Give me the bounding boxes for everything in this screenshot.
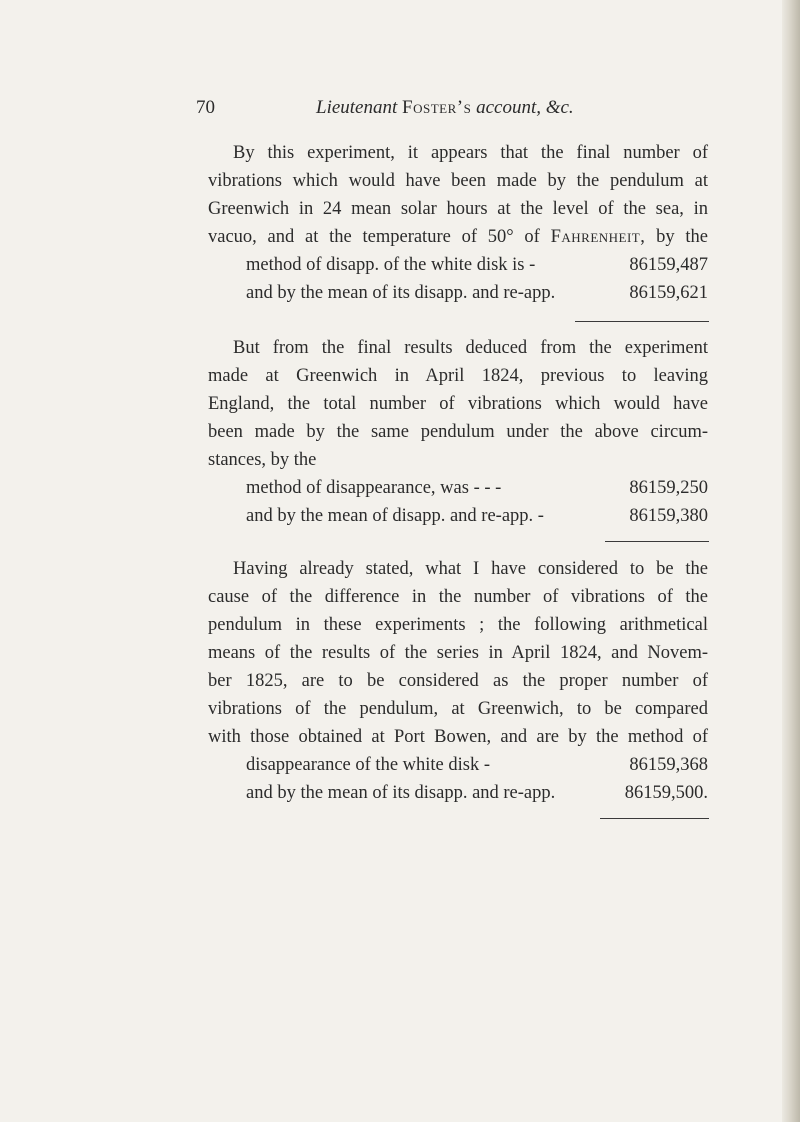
paragraph-3-line-4: means of the results of the series in April 1824, and Novem- xyxy=(208,643,708,663)
paragraph-3-line-1: Having already stated, what I have considered to be the xyxy=(233,559,708,579)
result-row xyxy=(246,779,708,807)
paragraph-1-line-2: vibrations which would have been made by the pendulum at xyxy=(208,171,708,191)
result-label: method of disapp. of the white disk is - xyxy=(246,255,536,275)
running-head-name: Foster’s xyxy=(402,97,472,118)
result-label: disappearance of the white disk - xyxy=(246,755,491,775)
result-row xyxy=(246,751,708,779)
result-label: method of disappearance, was - - - xyxy=(246,478,502,498)
result-row xyxy=(246,251,708,279)
paragraph-2-line-1: But from the final results deduced from the experiment xyxy=(233,338,708,358)
result-value: 86159,380 xyxy=(629,506,708,526)
result-label: and by the mean of disapp. and re-app. - xyxy=(246,506,544,526)
running-head-rank: Lieutenant xyxy=(316,97,398,118)
total-rule xyxy=(600,818,709,819)
paragraph-2-line-2: made at Greenwich in April 1824, previous to leaving xyxy=(208,366,708,386)
paragraph-2-line-5: stances, by the xyxy=(208,450,317,470)
result-value: 86159,500. xyxy=(624,783,708,803)
page-header xyxy=(196,97,716,123)
result-row xyxy=(246,502,708,530)
paragraph-3-line-7: with those obtained at Port Bowen, and are by the method of xyxy=(208,727,708,747)
result-value: 86159,368 xyxy=(629,755,708,775)
total-rule xyxy=(575,321,709,322)
page-edge-shadow xyxy=(782,0,800,1122)
paragraph-2-line-3: England, the total number of vibrations which would have xyxy=(208,394,708,414)
paragraph-3-line-6: vibrations of the pendulum, at Greenwich, to be compared xyxy=(208,699,708,719)
running-head xyxy=(316,97,574,119)
paragraph-2-line-4: been made by the same pendulum under the above circum- xyxy=(208,422,708,442)
running-head-rest: account, &c. xyxy=(476,97,574,118)
paragraph-1-line-3: Greenwich in 24 mean solar hours at the level of the sea, in xyxy=(208,199,708,219)
result-row xyxy=(246,474,708,502)
page-number: 70 xyxy=(196,97,215,118)
result-value: 86159,250 xyxy=(629,478,708,498)
result-value: 86159,621 xyxy=(629,283,708,303)
result-label: and by the mean of its disapp. and re-app. xyxy=(246,783,556,803)
paragraph-3-line-2: cause of the difference in the number of vibrations of the xyxy=(208,587,708,607)
paragraph-3-line-3: pendulum in these experiments ; the following arithmetical xyxy=(208,615,708,635)
result-row xyxy=(246,279,708,307)
line-4-text-start: vacuo, and at the temperature of 50° of xyxy=(208,227,540,247)
paragraph-1-line-1: By this experiment, it appears that the final number of xyxy=(233,143,708,163)
fahrenheit-name: Fahrenheit, xyxy=(550,227,646,247)
result-value: 86159,487 xyxy=(629,255,708,275)
result-label: and by the mean of its disapp. and re-app. xyxy=(246,283,556,303)
line-4-text-end: by the xyxy=(656,227,708,247)
paragraph-3-line-5: ber 1825, are to be considered as the proper number of xyxy=(208,671,708,691)
total-rule xyxy=(605,541,709,542)
paragraph-1-line-4 xyxy=(208,223,708,251)
